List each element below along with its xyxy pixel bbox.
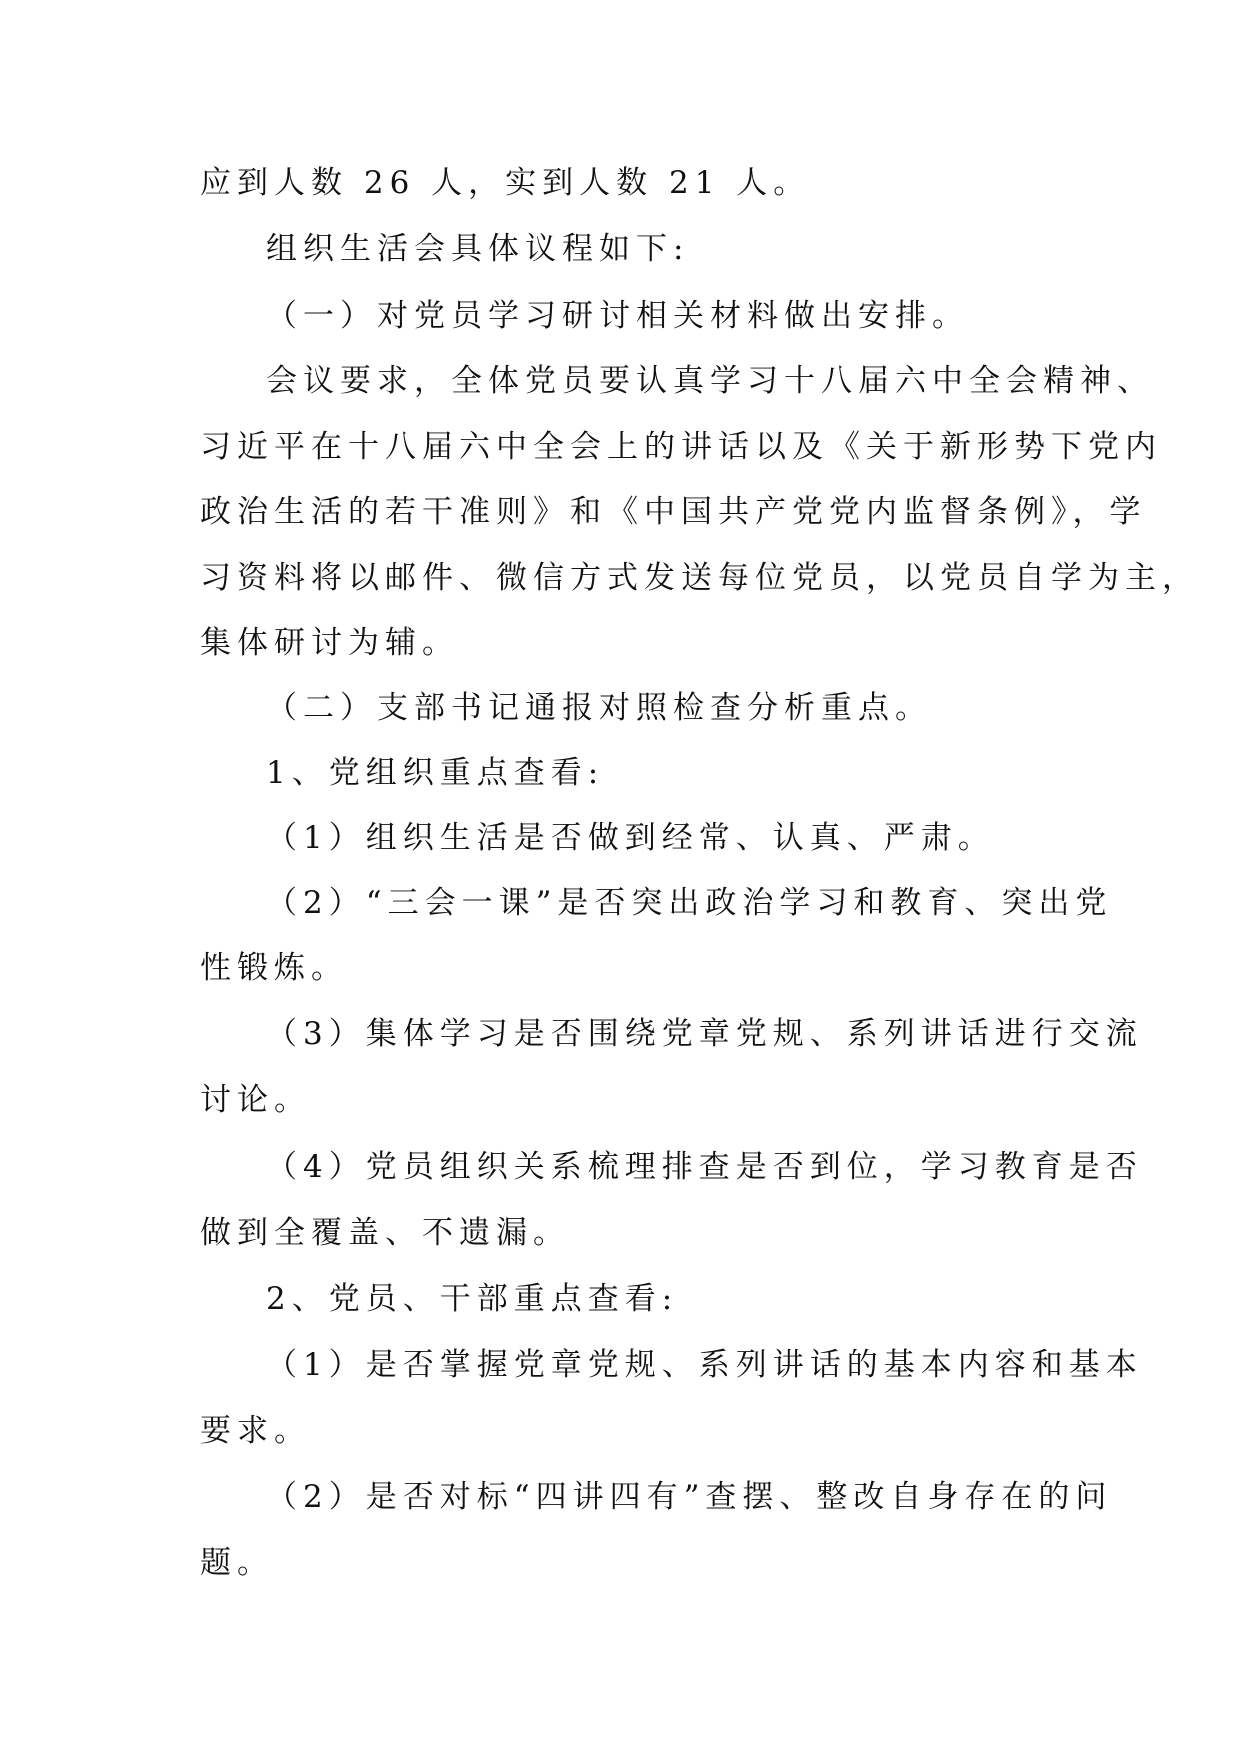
text-line: （1）是否掌握党章党规、系列讲话的基本内容和基本 (266, 1347, 1143, 1383)
text-line: （4）党员组织关系梳理排查是否到位，学习教育是否 (266, 1149, 1143, 1185)
text-line: 要求。 (200, 1413, 311, 1449)
text-line: 2、党员、干部重点查看: (266, 1281, 679, 1317)
text-line: 集体研讨为辅。 (200, 625, 459, 661)
text-line: 做到全覆盖、不遗漏。 (200, 1215, 570, 1251)
text-line: （2）“三会一课”是否突出政治学习和教育、突出党 (266, 885, 1113, 921)
text-line: 会议要求，全体党员要认真学习十八届六中全会精神、 (266, 363, 1154, 399)
text-line: 题。 (200, 1545, 274, 1581)
text-line: （二）支部书记通报对照检查分析重点。 (266, 690, 932, 726)
text-line: （1）组织生活是否做到经常、认真、严肃。 (266, 820, 995, 856)
text-line: 讨论。 (200, 1082, 311, 1118)
text-line: 1、党组织重点查看: (266, 755, 605, 791)
text-line: 组织生活会具体议程如下: (266, 231, 690, 267)
text-line: 习近平在十八届六中全会上的讲话以及《关于新形势下党内 (200, 429, 1162, 465)
text-line: 应到人数 26 人，实到人数 21 人。 (200, 165, 811, 201)
text-line: （3）集体学习是否围绕党章党规、系列讲话进行交流 (266, 1016, 1143, 1052)
text-line: 政治生活的若干准则》和《中国共产党党内监督条例》，学 (200, 494, 1147, 530)
text-line: 性锻炼。 (200, 950, 348, 986)
text-line: （2）是否对标“四讲四有”查摆、整改自身存在的问 (266, 1479, 1113, 1515)
text-line: （一）对党员学习研讨相关材料做出安排。 (266, 298, 969, 334)
text-line: 习资料将以邮件、微信方式发送每位党员，以党员自学为主， (200, 560, 1199, 596)
